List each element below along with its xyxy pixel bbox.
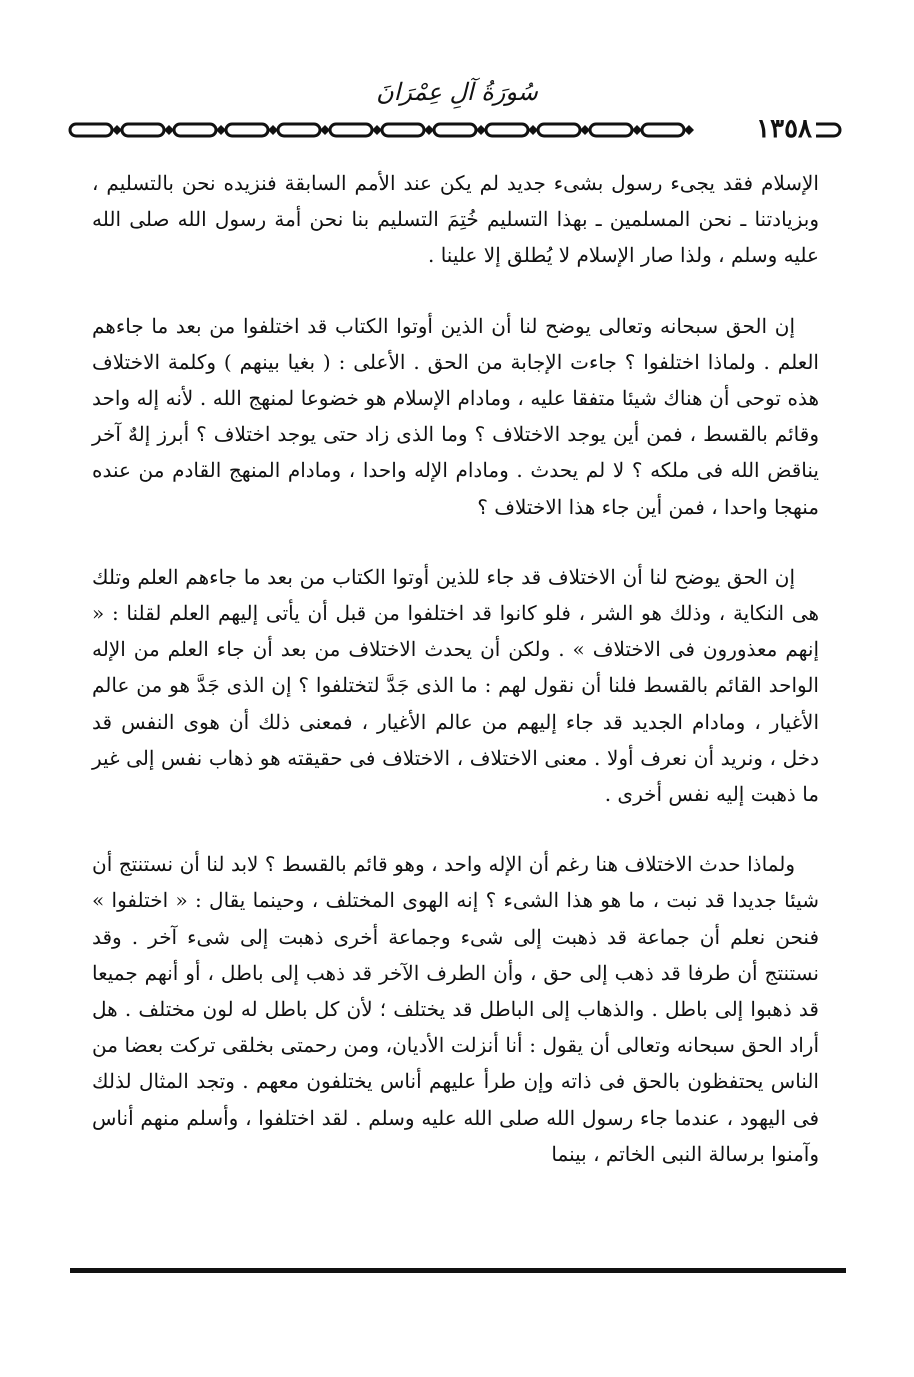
chain-link — [434, 124, 476, 136]
chain-link — [590, 124, 632, 136]
page-number: ١٣٥٨ — [752, 115, 816, 143]
ornamental-header-band — [66, 116, 844, 144]
footer-rule — [70, 1268, 846, 1273]
chain-link — [122, 124, 164, 136]
chain-link — [174, 124, 216, 136]
chain-link — [538, 124, 580, 136]
chain-diamond — [684, 125, 694, 135]
paragraph: إن الحق يوضح لنا أن الاختلاف قد جاء للذين أوتوا الكتاب من بعد ما جاءهم العلم وتلك هى النكاية ، وذلك هو الشر ، فلو كانوا قد اختلفوا من قبل أن يأتى إليهم العلم لقلنا : « إنهم معذورون فى الاختلاف » . ولكن أن يحدث الاختلاف من بعد أن جاء العلم من الإله الواحد القائم بالقسط فلنا أن نقول لهم : ما الذى جَدَّ لتختلفوا ؟ إن الذى جَدَّ هو من عالم الأغيار ، ومادام الجديد قد جاء إليهم من عالم الأغيار ، فمعنى ذلك أن هوى النفس قد دخل ، ونريد أن نعرف أولا . معنى الاختلاف ، الاختلاف فى حقيقته هو ذهاب نفس إلى غير ما ذهبت إليه نفس أخرى . — [92, 564, 819, 807]
chain-link — [70, 124, 112, 136]
chain-link — [642, 124, 684, 136]
chain-link — [330, 124, 372, 136]
paragraph: الإسلام فقد يجىء رسول بشىء جديد لم يكن عند الأمم السابقة فنزيده نحن بالتسليم ، وبزيادتنا ـ نحن المسلمين ـ بهذا التسليم خُتِمَ التسليم بنا نحن أمة رسول الله صلى الله عليه وسلم ، ولذا صار الإسلام لا يُطلق إلا علينا . — [92, 171, 819, 268]
surah-title: سُورَةُ آلِ عِمْرَانَ — [376, 78, 538, 106]
body-text — [92, 165, 819, 1172]
chain-link — [486, 124, 528, 136]
chain-link — [278, 124, 320, 136]
paragraph: ولماذا حدث الاختلاف هنا رغم أن الإله واحد ، وهو قائم بالقسط ؟ لابد لنا أن نستنتج أن شيئا جديدا قد نبت ، ما هو هذا الشىء ؟ إنه الهوى المختلف ، وحينما يقال : « اختلفوا » فنحن نعلم أن جماعة قد ذهبت إلى شىء وجماعة أخرى ذهبت إلى شىء آخر . وقد نستنتج أن طرفا قد ذهب إلى حق ، وأن الطرف الآخر قد ذهب إلى باطل ، أو أنهم جميعا قد ذهبوا إلى باطل . والذهاب إلى الباطل قد يختلف ؛ لأن كل باطل له لون مختلف . هل أراد الحق سبحانه وتعالى أن يقول : أنا أنزلت الأديان، ومن رحمتى بخلقى تركت بعضا من الناس يحتفظون بالحق فى ذاته وإن طرأ عليهم أناس يختلفون معهم . وتجد المثال لذلك فى اليهود ، عندما جاء رسول الله صلى الله عليه وسلم . لقد اختلفوا ، وأسلم منهم أناس وآمنوا برسالة النبى الخاتم ، بينما — [92, 852, 820, 1166]
paragraph: إن الحق سبحانه وتعالى يوضح لنا أن الذين أوتوا الكتاب قد اختلفوا من بعد ما جاءهم العلم . ولماذا اختلفوا ؟ جاءت الإجابة من الحق . الأعلى : ( بغيا بينهم ) وكلمة الاختلاف هذه توحى أن هناك شيئا متفقا عليه ، ومادام الإسلام هو خضوعا لمنهج الله . لأنه إله واحد وقائم بالقسط ، فمن أين يوجد الاختلاف ؟ وما الذى زاد حتى يوجد اختلاف ؟ أبرز إلهٌ آخر يناقض الله فى ملكه ؟ لا لم يحدث . ومادام الإله واحدا ، ومادام المنهج القادم من عنده منهجا واحدا ، فمن أين جاء هذا الاختلاف ؟ — [92, 313, 819, 519]
chain-link — [226, 124, 268, 136]
chain-link — [382, 124, 424, 136]
chain-ornament — [66, 116, 844, 144]
